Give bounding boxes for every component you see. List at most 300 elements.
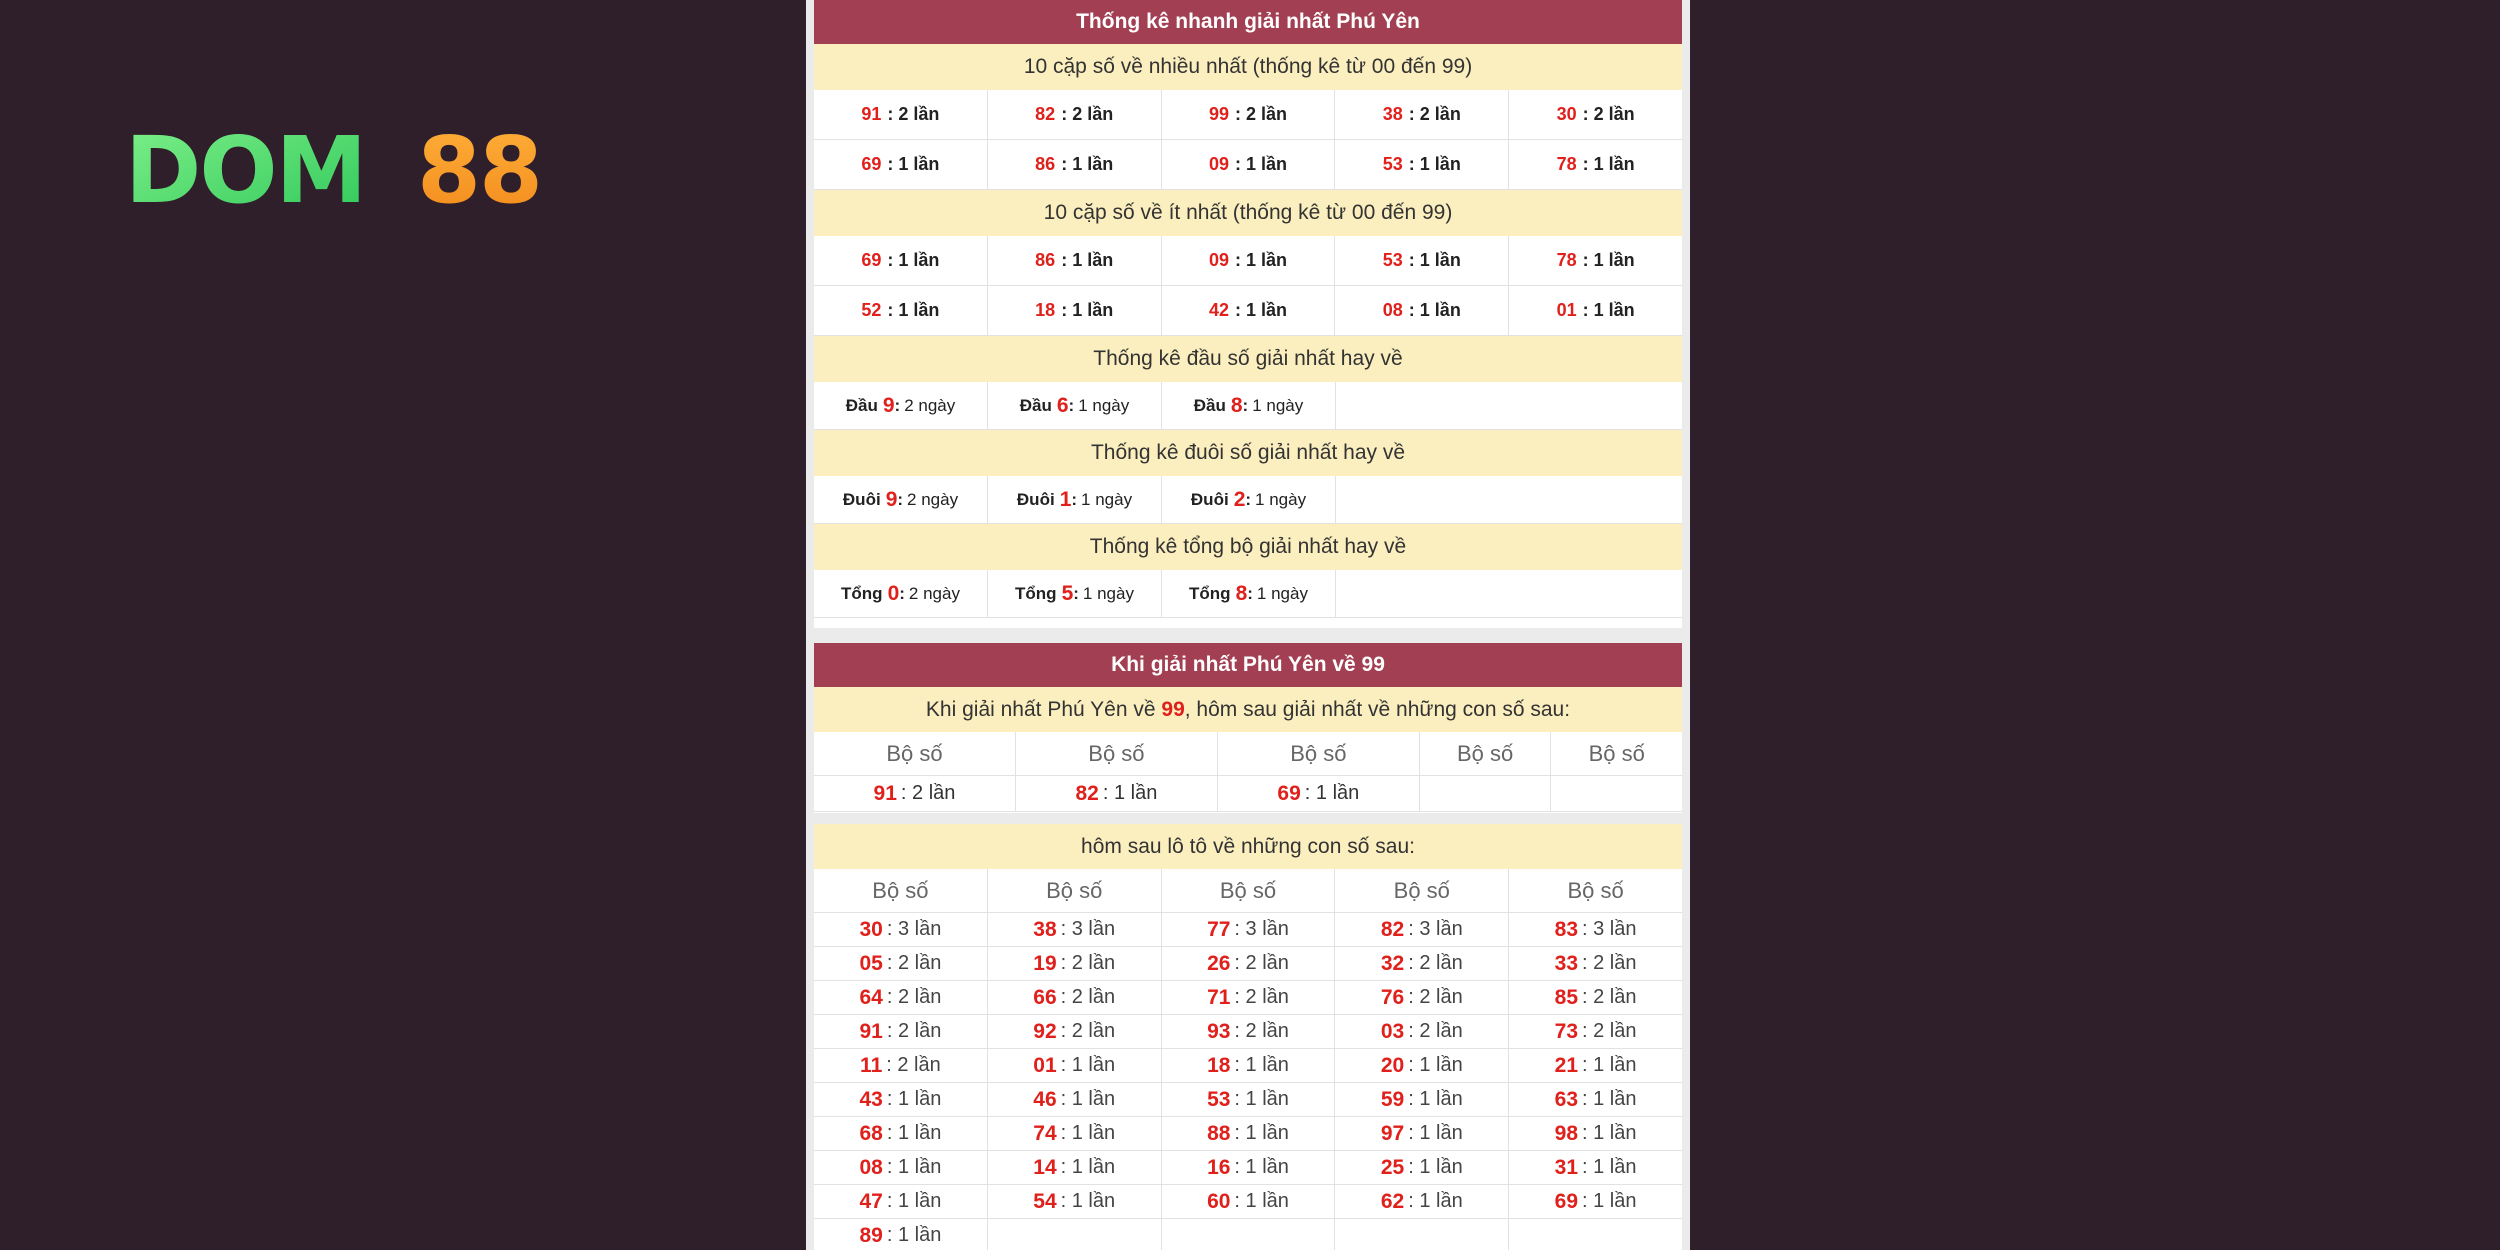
loto-cell (1162, 1049, 1336, 1082)
pair-cell (814, 776, 1016, 811)
loto-number: 93 (1207, 1019, 1231, 1043)
loto-number: 05 (859, 951, 883, 975)
duoi-title: Thống kê đuôi số giải nhất hay về (814, 430, 1682, 476)
loto-cell (1162, 981, 1336, 1014)
pair-number: 91 (873, 781, 897, 805)
pair-number: 82 (1075, 781, 1099, 805)
loto-cell (814, 1151, 988, 1184)
loto-cell (988, 913, 1162, 946)
loto-count: : 2 lần (886, 1020, 942, 1042)
loto-number: 19 (1033, 951, 1057, 975)
loto-number: 64 (859, 985, 883, 1009)
loto-count: : 2 lần (1060, 952, 1116, 974)
loto-count: : 1 lần (1582, 1156, 1637, 1178)
loto-count: : 2 lần (1582, 1020, 1637, 1042)
loto-cell (1162, 947, 1336, 980)
loto-number: 47 (859, 1189, 883, 1213)
loto-number: 03 (1380, 1019, 1405, 1043)
loto-number: 63 (1554, 1087, 1579, 1111)
loto-number: 59 (1380, 1087, 1405, 1111)
loto-cell (1335, 1083, 1509, 1116)
loto-cell (1509, 947, 1682, 980)
pair-row (814, 140, 1682, 190)
tong-row (814, 570, 1682, 618)
tong-label: Tổng (1015, 583, 1057, 603)
pair-count: : 2 lần (1408, 104, 1461, 124)
loto-count: : 3 lần (1582, 918, 1637, 940)
dau-colon: : (1242, 395, 1249, 415)
dau-stat-cell (814, 382, 988, 429)
pair-count: : 1 lần (1235, 154, 1288, 174)
loto-count: : 2 lần (1234, 952, 1289, 974)
least-pairs-table (814, 236, 1682, 336)
pair-cell (1335, 286, 1509, 335)
dau-days: 1 ngày (1078, 395, 1130, 415)
pair-number: 69 (861, 250, 882, 270)
loto-cell (988, 1185, 1162, 1218)
dau-digit: 6 (1056, 393, 1069, 417)
loto-row (814, 1049, 1682, 1083)
pair-count: : 1 lần (1235, 300, 1288, 320)
tong-title: Thống kê tổng bộ giải nhất hay về (814, 524, 1682, 570)
loto-count: : 2 lần (886, 1054, 941, 1076)
tong-days: 1 ngày (1256, 583, 1308, 603)
loto-cell (814, 1083, 988, 1116)
duoi-days: 2 ngày (907, 489, 959, 509)
pair-number: 91 (861, 104, 882, 124)
loto-count: : 2 lần (1060, 1020, 1116, 1042)
col-header: Bộ số (988, 869, 1162, 912)
dau-digit: 9 (882, 393, 895, 417)
loto-count: : 1 lần (886, 1224, 942, 1246)
loto-cell (988, 1151, 1162, 1184)
loto-cell (1335, 1015, 1509, 1048)
loto-count: : 1 lần (1060, 1088, 1116, 1110)
loto-row (814, 1083, 1682, 1117)
loto-number: 11 (860, 1053, 883, 1077)
loto-cell (988, 1049, 1162, 1082)
loto-cell (1162, 913, 1336, 946)
dau-stat-row (814, 382, 1682, 430)
loto-cell (814, 1219, 988, 1250)
loto-cell (1335, 981, 1509, 1014)
dau-stat-cell (988, 382, 1162, 429)
loto-count: : 1 lần (1060, 1190, 1116, 1212)
dau-days: 2 ngày (904, 395, 956, 415)
loto-count: : 1 lần (1582, 1054, 1637, 1076)
loto-count: : 1 lần (1582, 1122, 1637, 1144)
loto-row (814, 981, 1682, 1015)
empty-cell (1336, 476, 1682, 523)
pair-number: 78 (1556, 250, 1577, 270)
loto-cell (1509, 1049, 1682, 1082)
intro-text-b: , hôm sau giải nhất về những con số sau: (1184, 697, 1571, 721)
loto-row (814, 1151, 1682, 1185)
loto-number: 01 (1033, 1053, 1057, 1077)
loto-cell (1509, 913, 1682, 946)
loto-row (814, 1117, 1682, 1151)
loto-count: : 1 lần (1582, 1088, 1637, 1110)
pair-count: : 2 lần (1061, 104, 1114, 124)
loto-cell (1335, 1117, 1509, 1150)
pair-count: : 1 lần (1102, 782, 1158, 804)
loto-number: 46 (1033, 1087, 1057, 1111)
tong-stat-cell (988, 570, 1162, 617)
loto-number: 91 (859, 1019, 883, 1043)
tong-colon: : (1073, 583, 1079, 603)
pair-cell (1162, 236, 1336, 285)
duoi-stat-cell (988, 476, 1162, 523)
pair-count: : 1 lần (1235, 250, 1288, 270)
pair-number: 82 (1035, 104, 1056, 124)
intro-number: 99 (1161, 697, 1185, 721)
pair-cell (1162, 90, 1336, 139)
loto-cell (1509, 1015, 1682, 1048)
next-day-header-row (814, 732, 1682, 776)
pair-count: : 1 lần (1408, 250, 1461, 270)
loto-number: 88 (1207, 1121, 1231, 1145)
pair-number: 01 (1556, 300, 1577, 320)
pair-count: : 2 lần (1582, 104, 1635, 124)
loto-count: : 3 lần (1234, 918, 1289, 940)
tong-days: 1 ngày (1082, 583, 1134, 603)
loto-cell (814, 947, 988, 980)
dau-colon: : (1068, 395, 1075, 415)
loto-row (814, 913, 1682, 947)
most-pairs-table (814, 90, 1682, 190)
tong-days: 2 ngày (908, 583, 960, 603)
loto-row (814, 1219, 1682, 1250)
col-header: Bộ số (1016, 732, 1218, 775)
duoi-digit: 2 (1233, 487, 1246, 511)
col-header: Bộ số (814, 869, 988, 912)
loto-number: 69 (1554, 1189, 1579, 1213)
loto-count: : 1 lần (1060, 1156, 1116, 1178)
pair-cell (1162, 286, 1336, 335)
loto-count: : 1 lần (886, 1156, 942, 1178)
pair-row (814, 286, 1682, 336)
loto-cell (1335, 947, 1509, 980)
loto-cell (1335, 1151, 1509, 1184)
col-header: Bộ số (1567, 877, 1624, 903)
pair-count: : 1 lần (887, 154, 940, 174)
loto-count: : 2 lần (886, 952, 942, 974)
loto-cell (1335, 1049, 1509, 1082)
loto-row (814, 947, 1682, 981)
pair-count: : 1 lần (1061, 154, 1114, 174)
loto-cell (814, 913, 988, 946)
loto-count: : 2 lần (1582, 952, 1637, 974)
loto-number: 21 (1554, 1053, 1579, 1077)
loto-count: : 1 lần (1408, 1190, 1463, 1212)
loto-cell (988, 947, 1162, 980)
content-panel (806, 0, 1690, 1250)
pair-cell (988, 236, 1162, 285)
pair-number: 18 (1035, 300, 1056, 320)
loto-number: 14 (1033, 1155, 1057, 1179)
pair-cell (814, 286, 988, 335)
pair-cell (814, 236, 988, 285)
loto-count: : 1 lần (886, 1088, 942, 1110)
duoi-digit: 9 (885, 487, 898, 511)
loto-count: : 2 lần (1408, 1020, 1463, 1042)
pair-number: 30 (1556, 104, 1577, 124)
intro-text-a: Khi giải nhất Phú Yên về (925, 697, 1156, 721)
pair-number: 09 (1208, 154, 1229, 174)
pair-number: 69 (861, 154, 882, 174)
loto-count: : 1 lần (1234, 1190, 1289, 1212)
pair-count: : 2 lần (1235, 104, 1288, 124)
quick-stats-box (814, 0, 1682, 628)
loto-cell (988, 981, 1162, 1014)
loto-number: 18 (1207, 1053, 1231, 1077)
loto-count: : 2 lần (1408, 986, 1463, 1008)
pair-count: : 1 lần (1408, 154, 1461, 174)
loto-number: 92 (1033, 1019, 1057, 1043)
duoi-colon: : (1071, 489, 1078, 509)
duoi-label: Đuôi (1016, 489, 1055, 509)
pair-cell (814, 90, 988, 139)
pair-cell (1335, 140, 1509, 189)
loto-cell (814, 981, 988, 1014)
empty-cell (1336, 570, 1682, 617)
pair-count: : 1 lần (1061, 300, 1114, 320)
loto-number: 32 (1380, 951, 1405, 975)
pair-number: 86 (1035, 250, 1056, 270)
col-header: Bộ số (1218, 732, 1420, 775)
tong-colon: : (1247, 583, 1253, 603)
pair-number: 42 (1208, 300, 1229, 320)
pair-cell (1509, 90, 1682, 139)
loto-number: 83 (1554, 917, 1579, 941)
loto-number: 43 (859, 1087, 883, 1111)
empty-cell (1335, 1219, 1509, 1250)
empty-cell (988, 1219, 1162, 1250)
duoi-stat-cell (1162, 476, 1336, 523)
tong-digit: 8 (1235, 581, 1248, 605)
pair-number: 38 (1382, 104, 1403, 124)
least-pairs-title: 10 cặp số về ít nhất (thống kê từ 00 đến 99) (814, 190, 1682, 236)
loto-number: 26 (1207, 951, 1231, 975)
tong-stat-cell (1162, 570, 1336, 617)
empty-cell (1336, 382, 1682, 429)
col-header: Bộ số (1162, 869, 1336, 912)
pair-number: 78 (1556, 154, 1577, 174)
loto-count: : 1 lần (886, 1190, 942, 1212)
dau-label: Đầu (1193, 395, 1226, 415)
tong-label: Tổng (841, 583, 883, 603)
tong-digit: 5 (1061, 581, 1074, 605)
duoi-days: 1 ngày (1255, 489, 1307, 509)
duoi-stat-cell (814, 476, 988, 523)
loto-cell (814, 1185, 988, 1218)
empty-cell (1551, 776, 1682, 811)
pair-number: 69 (1277, 781, 1301, 805)
loto-count: : 2 lần (1582, 986, 1637, 1008)
pair-cell (988, 286, 1162, 335)
pair-number: 99 (1208, 104, 1229, 124)
pair-count: : 1 lần (887, 250, 940, 270)
loto-number: 89 (859, 1223, 883, 1247)
loto-cell (1162, 1185, 1336, 1218)
tong-stat-row (814, 570, 1682, 618)
dau-stat-cell (1162, 382, 1336, 429)
loto-cell (988, 1015, 1162, 1048)
dom88-logo-graphic (125, 122, 555, 208)
loto-cell (1509, 1185, 1682, 1218)
loto-cell (1162, 1151, 1336, 1184)
loto-header-row (814, 869, 1682, 913)
loto-count: : 3 lần (1408, 918, 1463, 940)
loto-cell (988, 1083, 1162, 1116)
quick-stats-title: Thống kê nhanh giải nhất Phú Yên (814, 0, 1682, 44)
loto-cell (814, 1049, 988, 1082)
empty-cell (1420, 776, 1552, 811)
tong-colon: : (899, 583, 905, 603)
empty-cell (1162, 1219, 1336, 1250)
loto-number: 38 (1033, 917, 1057, 941)
loto-number: 62 (1380, 1189, 1405, 1213)
pair-number: 53 (1382, 154, 1403, 174)
col-header: Bộ số (1335, 869, 1509, 912)
pair-count: : 2 lần (887, 104, 940, 124)
loto-count: : 1 lần (1234, 1156, 1289, 1178)
most-pairs-title: 10 cặp số về nhiều nhất (thống kê từ 00 đến 99) (814, 44, 1682, 90)
loto-number: 33 (1554, 951, 1579, 975)
dom88-logo (125, 122, 555, 208)
loto-number: 82 (1380, 917, 1405, 941)
empty-cell (1509, 1219, 1682, 1250)
loto-count: : 1 lần (1060, 1054, 1116, 1076)
next-day-box (814, 643, 1682, 813)
loto-cell (814, 1117, 988, 1150)
loto-count: : 1 lần (1408, 1088, 1463, 1110)
loto-count: : 1 lần (1582, 1190, 1637, 1212)
pair-cell (988, 140, 1162, 189)
loto-number: 74 (1033, 1121, 1057, 1145)
loto-count: : 1 lần (1234, 1054, 1289, 1076)
pair-cell (1335, 236, 1509, 285)
loto-number: 71 (1207, 985, 1231, 1009)
loto-count: : 2 lần (1408, 952, 1463, 974)
pair-row (814, 236, 1682, 286)
loto-cell (1335, 913, 1509, 946)
loto-count: : 2 lần (1060, 986, 1116, 1008)
duoi-digit: 1 (1059, 487, 1072, 511)
next-day-intro (814, 687, 1682, 732)
loto-cell (1335, 1185, 1509, 1218)
loto-title: hôm sau lô tô về những con số sau: (814, 824, 1682, 869)
tong-digit: 0 (887, 581, 900, 605)
loto-number: 54 (1033, 1189, 1057, 1213)
duoi-row (814, 476, 1682, 524)
pair-cell (1509, 236, 1682, 285)
loto-number: 31 (1554, 1155, 1579, 1179)
pair-count: : 1 lần (1582, 300, 1635, 320)
next-day-pairs-row (814, 776, 1682, 812)
pair-cell (1218, 776, 1420, 811)
loto-cell (1509, 1083, 1682, 1116)
pair-cell (988, 90, 1162, 139)
duoi-label: Đuôi (842, 489, 881, 509)
loto-count: : 1 lần (1408, 1122, 1463, 1144)
logo-dom-text: DOM (125, 122, 366, 208)
loto-cell (1509, 981, 1682, 1014)
loto-number: 98 (1554, 1121, 1579, 1145)
dau-colon: : (894, 395, 901, 415)
dau-label: Đầu (1019, 395, 1052, 415)
loto-number: 76 (1380, 985, 1405, 1009)
pair-number: 86 (1035, 154, 1056, 174)
next-day-title: Khi giải nhất Phú Yên về 99 (814, 643, 1682, 687)
loto-number: 77 (1207, 917, 1231, 941)
loto-cell (1162, 1015, 1336, 1048)
loto-cell (1162, 1117, 1336, 1150)
loto-number: 53 (1207, 1087, 1231, 1111)
loto-number: 60 (1207, 1189, 1231, 1213)
loto-cell (1509, 1151, 1682, 1184)
loto-number: 97 (1380, 1121, 1405, 1145)
loto-count: : 2 lần (886, 986, 942, 1008)
dau-title: Thống kê đầu số giải nhất hay về (814, 336, 1682, 382)
loto-number: 66 (1033, 985, 1057, 1009)
loto-count: : 2 lần (1234, 1020, 1289, 1042)
loto-cell (814, 1015, 988, 1048)
loto-row (814, 1015, 1682, 1049)
loto-number: 73 (1554, 1019, 1579, 1043)
loto-count: : 1 lần (1234, 1122, 1289, 1144)
loto-cell (988, 1117, 1162, 1150)
loto-count: : 3 lần (886, 918, 942, 940)
pair-count: : 1 lần (1582, 250, 1635, 270)
tong-stat-cell (814, 570, 988, 617)
loto-count: : 1 lần (1408, 1156, 1463, 1178)
pair-cell (1162, 140, 1336, 189)
pair-cell (1509, 140, 1682, 189)
duoi-colon: : (897, 489, 904, 509)
col-header: Bộ số (1420, 732, 1552, 775)
loto-count: : 3 lần (1060, 918, 1116, 940)
loto-number: 20 (1380, 1053, 1405, 1077)
loto-cell (1162, 1083, 1336, 1116)
loto-number: 25 (1380, 1155, 1405, 1179)
loto-count: : 1 lần (1060, 1122, 1116, 1144)
loto-grid (814, 913, 1682, 1250)
duoi-label: Đuôi (1190, 489, 1229, 509)
pair-number: 52 (861, 300, 882, 320)
loto-box (814, 824, 1682, 1250)
dau-digit: 8 (1230, 393, 1243, 417)
duoi-days: 1 ngày (1081, 489, 1133, 509)
pair-cell (1016, 776, 1218, 811)
dau-days: 1 ngày (1252, 395, 1304, 415)
pair-count: : 2 lần (900, 782, 956, 804)
pair-row (814, 90, 1682, 140)
pair-cell (814, 140, 988, 189)
pair-count: : 1 lần (1304, 782, 1360, 804)
pair-cell (1335, 90, 1509, 139)
col-header: Bộ số (1588, 740, 1645, 766)
pair-count: : 1 lần (1408, 300, 1461, 320)
col-header: Bộ số (814, 732, 1016, 775)
duoi-stat-row (814, 476, 1682, 524)
pair-cell (1509, 286, 1682, 335)
loto-number: 30 (859, 917, 883, 941)
pair-number: 53 (1382, 250, 1403, 270)
loto-row (814, 1185, 1682, 1219)
loto-count: : 1 lần (886, 1122, 942, 1144)
dau-label: Đầu (845, 395, 878, 415)
